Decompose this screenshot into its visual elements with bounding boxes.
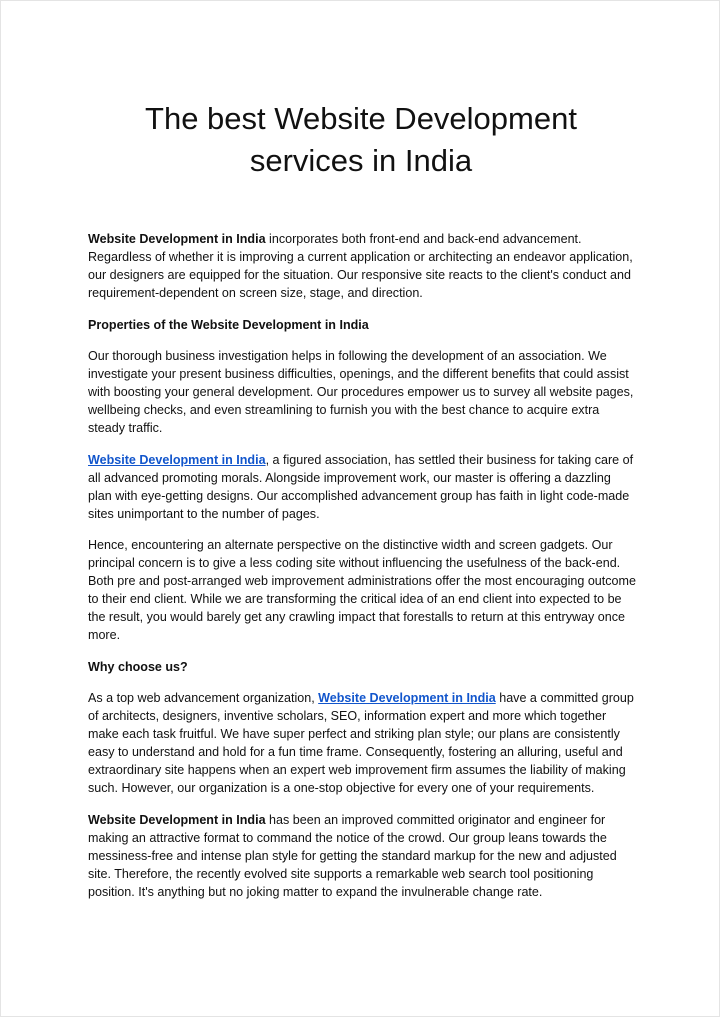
properties-paragraph: Our thorough business investigation helps in following the development of an association. We investigate your present business difficulties, openings, and the different benefits that could assist with boosting your general development. Our procedures empower us to survey all website pages, wellbeing checks, and even streamlining to furnish you with the best chance to acquire extra steady traffic. xyxy=(88,349,634,435)
perspective-paragraph: Hence, encountering an alternate perspective on the distinctive width and screen gadgets. Our principal concern is to give a less coding site without influencing the usefulness of the back-end. Both pre and post-arranged web improvement administrations offer the most encouraging outcome to their end client. While we are transforming the critical idea of an end client into expected to be the result, you would barely get any crawling impact that forestalls to return at this entryway once more. xyxy=(88,538,636,642)
intro-paragraph xyxy=(88,230,636,302)
paragraph-text: has been an improved committed originator and engineer for making an attractive format to command the notice of the crowd. Our group leans towards the messiness-free and intense plan style for getting the standard markup for the new and adjusted site. Therefore, the recently evolved site supports a remarkable web search tool positioning position. It's anything but no joking matter to expand the invulnerable change rate. xyxy=(88,812,617,899)
bold-lead: Website Development in India xyxy=(88,232,266,246)
closing-paragraph xyxy=(88,811,636,901)
website-development-link[interactable]: Website Development in India xyxy=(318,691,496,705)
paragraph-text: As a top web advancement organization, xyxy=(88,691,319,705)
page-title: The best Website Development services in India xyxy=(145,101,577,178)
bold-lead: Website Development in India xyxy=(88,812,266,827)
why-choose-paragraph xyxy=(88,689,636,797)
section-heading-properties: Properties of the Website Development in India xyxy=(88,317,369,332)
paragraph-text: incorporates both front-end and back-end advancement. Regardless of whether it is improving a current application or architecting an endeavor application, our designers are equipped for the situation. Our responsive site reacts to the client's conduct and requirement-dependent on screen size, stage, and direction. xyxy=(88,232,633,300)
document-body xyxy=(88,230,636,914)
paragraph-text: , a figured association, has settled their business for taking care of all advanced promoting morals. Alongside improvement work, our master is offering a dazzling plan with eye-getting designs. Our accomplished advancement group has faith in light code-made sites unimportant to the number of pages. xyxy=(88,452,634,521)
website-development-link[interactable]: Website Development in India xyxy=(88,452,266,467)
link-paragraph xyxy=(88,451,636,523)
paragraph-text: have a committed group of architects, designers, inventive scholars, SEO, information expert and more which together make each task fruitful. We have super perfect and striking plan style; our plans are consistently easy to understand and hold for a fun time frame. Consequently, fostering an alluring, useful and extraordinary site happens when an expert web improvement firm assumes the liability of making such. However, our organization is a one-stop objective for every one of your requirements. xyxy=(88,691,634,795)
section-heading-why-choose-us: Why choose us? xyxy=(88,659,188,674)
